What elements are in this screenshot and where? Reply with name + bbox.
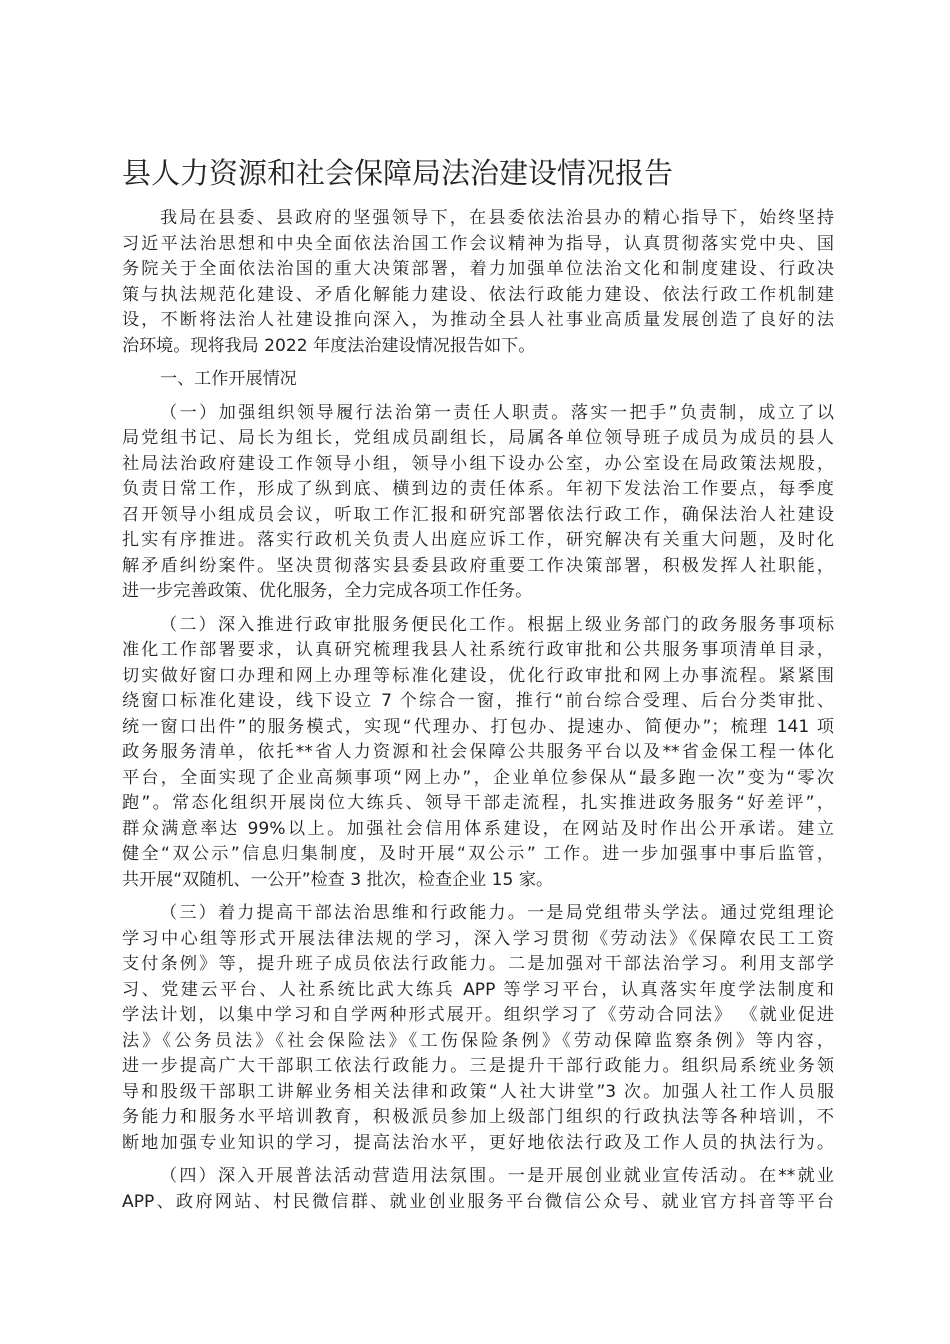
text-line: 政务服务清单，依托**省人力资源和社会保障公共服务平台以及**省金保工程一体化 <box>122 742 834 762</box>
text-line: 法》《公务员法》《社会保险法》《工伤保险条例》《劳动保障监察条例》等内容， <box>122 1030 834 1051</box>
text-line: 支付条例》等，提升班子成员依法行政能力。二是加强对干部法治学习。利用支部学 <box>122 954 834 974</box>
text-line: 进一步完善政策、优化服务，全力完成各项工作任务。 <box>122 581 533 601</box>
text-line: 局党组书记、局长为组长，党组成员副组长，局属各单位领导班子成员为成员的县人 <box>122 428 834 448</box>
text-line: 绕窗口标准化建设，线下设立 7 个综合一窗，推行“前台综合受理、后台分类审批、 <box>122 691 834 711</box>
text-line: 社局法治政府建设工作领导小组，领导小组下设办公室，办公室设在局政策法规股， <box>122 453 834 474</box>
text-line: 习、党建云平台、人社系统比武大练兵 APP 等学习平台，认真落实年度学法制度和 <box>122 979 834 1000</box>
text-line: （四）深入开展普法活动营造用法氛围。一是开展创业就业宣传活动。在**就业 <box>160 1166 834 1186</box>
document-title: 县人力资源和社会保障局法治建设情况报告 <box>122 156 674 190</box>
text-line: （二）深入推进行政审批服务便民化工作。根据上级业务部门的政务服务事项标 <box>160 614 834 635</box>
text-line: 解矛盾纠纷案件。坚决贯彻落实县委县政府重要工作决策部署，积极发挥人社职能， <box>122 555 834 576</box>
text-line: 跑”。常态化组织开展岗位大练兵、领导干部走流程，扎实推进政务服务“好差评”， <box>122 793 834 813</box>
text-line: 设，不断将法治人社建设推向深入，为推动全县人社事业高质量发展创造了良好的法 <box>122 310 834 330</box>
text-line: 健全“双公示”信息归集制度，及时开展“双公示” 工作。进一步加强事中事后监管， <box>122 844 834 864</box>
text-line: 学法计划，以集中学习和自学两种形式展开。组织学习了《劳动合同法》 《就业促进 <box>122 1005 834 1025</box>
text-line: 群众满意率达 99%以上。加强社会信用体系建设，在网站及时作出公开承诺。建立 <box>122 818 834 839</box>
text-line: 治环境。现将我局 2022 年度法治建设情况报告如下。 <box>122 335 536 356</box>
section-heading: 一、工作开展情况 <box>160 369 297 389</box>
text-line: 召开领导小组成员会议，听取工作汇报和研究部署依法行政工作，确保法治人社建设 <box>122 504 834 525</box>
text-line: APP、政府网站、村民微信群、就业创业服务平台微信公众号、就业官方抖音等平台 <box>122 1191 834 1212</box>
text-line: 断地加强专业知识的学习，提高法治水平，更好地依法行政及工作人员的执法行为。 <box>122 1132 834 1153</box>
text-line: 务院关于全面依法治国的重大决策部署，着力加强单位法治文化和制度建设、行政决 <box>122 259 834 279</box>
paragraph-cadre-legal-thinking <box>122 901 834 1156</box>
document-body <box>122 206 834 1223</box>
text-line: 共开展“双随机、一公开”检查 3 批次，检查企业 15 家。 <box>122 869 554 890</box>
paragraph-legal-publicity <box>122 1164 834 1215</box>
text-line: 平台，全面实现了企业高频事项“网上办”，企业单位参保从“最多跑一次”变为“零次 <box>122 767 834 788</box>
text-line: 策与执法规范化建设、矛盾化解能力建设、依法行政能力建设、依法行政工作机制建 <box>122 284 834 305</box>
text-line: 切实做好窗口办理和网上办理等标准化建设，优化行政审批和网上办事流程。紧紧围 <box>122 665 834 686</box>
text-line: 统一窗口出件”的服务模式，实现“代理办、打包办、提速办、简便办”；梳理 141 项 <box>122 716 834 737</box>
text-line: 进一步提高广大干部职工依法行政能力。三是提升干部行政能力。组织局系统业务领 <box>122 1056 834 1076</box>
text-line: （三）着力提高干部法治思维和行政能力。一是局党组带头学法。通过党组理论 <box>160 903 834 923</box>
text-line: 负责日常工作，形成了纵到底、横到边的责任体系。年初下发法治工作要点，每季度 <box>122 479 834 499</box>
text-line: 导和股级干部职工讲解业务相关法律和政策“人社大讲堂”3 次。加强人社工作人员服 <box>122 1081 834 1102</box>
intro-paragraph <box>122 206 834 359</box>
text-line: 准化工作部署要求，认真研究梳理我县人社系统行政审批和公共服务事项清单目录， <box>122 640 834 660</box>
text-line: 务能力和服务水平培训教育，积极派员参加上级部门组织的行政执法等各种培训，不 <box>122 1107 834 1127</box>
paragraph-administrative-approval <box>122 613 834 894</box>
text-line: 学习中心组等形式开展法律法规的学习，深入学习贯彻《劳动法》《保障农民工工资 <box>122 928 834 949</box>
text-line: 扎实有序推进。落实行政机关负责人出庭应诉工作，研究解决有关重大问题，及时化 <box>122 530 834 550</box>
paragraph-organization-leadership <box>122 401 834 605</box>
text-line: （一）加强组织领导履行法治第一责任人职责。落实一把手”负责制，成立了以 <box>160 402 834 423</box>
text-line: 我局在县委、县政府的坚强领导下，在县委依法治县办的精心指导下，始终坚持 <box>160 208 834 228</box>
text-line: 习近平法治思想和中央全面依法治国工作会议精神为指导，认真贯彻落实党中央、国 <box>122 233 834 254</box>
